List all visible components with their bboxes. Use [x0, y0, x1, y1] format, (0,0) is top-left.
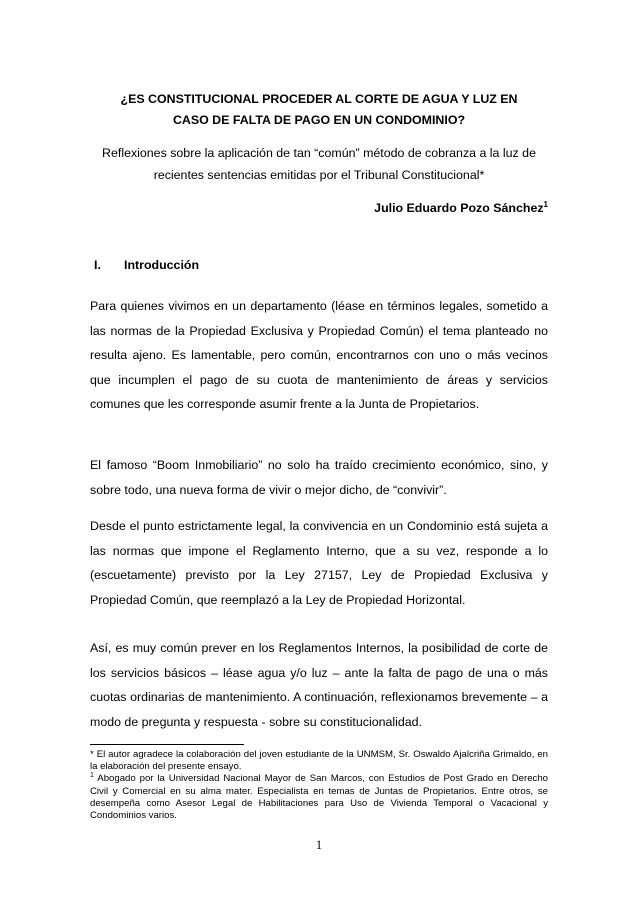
- paragraph: Desde el punto estrictamente legal, la convivencia en un Condominio está sujeta a las normas que impone el Reglamento Interno, que a su vez, responde a lo (escuetamente) previsto por la Ley 27157, Ley de Propiedad Exclusiva y Propiedad Común, que reemplazó a la Ley de Propiedad Horizontal.: [90, 519, 548, 607]
- paragraph: El famoso “Boom Inmobiliario” no solo ha traído crecimiento económico, sino, y sobre todo, una nueva forma de vivir o mejor dicho, de “convivir”.: [90, 458, 548, 497]
- page-number: 1: [315, 838, 323, 852]
- document-subtitle: [90, 142, 548, 186]
- footnote-1: [90, 773, 548, 822]
- footnote-separator: [90, 744, 244, 745]
- author-name: Julio Eduardo Pozo Sánchez: [374, 201, 544, 215]
- section-title: Introducción: [124, 258, 200, 272]
- paragraph: Así, es muy común prever en los Reglamentos Internos, la posibilidad de corte de los servicios básicos – léase agua y/o luz – ante la falta de pago de una o más cuotas ordinarias de mantenimiento. A continuación, reflexionamos brevemente – a modo de pregunta y respuesta - sobre su constitucionalidad.: [90, 641, 548, 729]
- paragraph: Para quienes vivimos en un departamento (léase en términos legales, sometido a las normas de la Propiedad Exclusiva y Propiedad Común) el tema planteado no resulta ajeno. Es lamentable, pero común, encontrarnos con uno o más vecinos que incumplen el pago de su cuota de mantenimiento de áreas y servicios comunes que les corresponde asumir frente a la Junta de Propietarios.: [90, 299, 548, 411]
- author-line: [374, 200, 548, 216]
- subtitle-line-1: Reflexiones sobre la aplicación de tan “común” método de cobranza a la luz de: [102, 146, 536, 160]
- subtitle-line-2: recientes sentencias emitidas por el Tribunal Constitucional*: [153, 168, 485, 182]
- footnote-1-mark: 1: [90, 772, 94, 780]
- title-line-1: ¿ES CONSTITUCIONAL PROCEDER AL CORTE DE AGUA Y LUZ EN: [120, 92, 518, 106]
- title-line-2: CASO DE FALTA DE PAGO EN UN CONDOMINIO?: [172, 113, 466, 127]
- section-heading: [94, 257, 199, 273]
- footnote-1-text: Abogado por la Universidad Nacional Mayor de San Marcos, con Estudios de Post Grado en Derecho Civil y Comercial en su alma mater. Especialista en temas de Juntas de Propietarios. Entre otros, se desempeña como Asesor Legal de Habilitaciones para Uso de Vivienda Temporal o Vacacional y Condominios varios.: [90, 773, 548, 822]
- section-number: I.: [94, 258, 101, 272]
- footnote-star: * El autor agradece la colaboración del joven estudiante de la UNMSM, Sr. Oswaldo Ajalcriña Grimaldo, en la elaboración del presente ensayo.: [90, 749, 548, 773]
- footnotes: [90, 749, 548, 822]
- document-title: [90, 89, 548, 131]
- author-footnote-mark: 1: [543, 199, 548, 209]
